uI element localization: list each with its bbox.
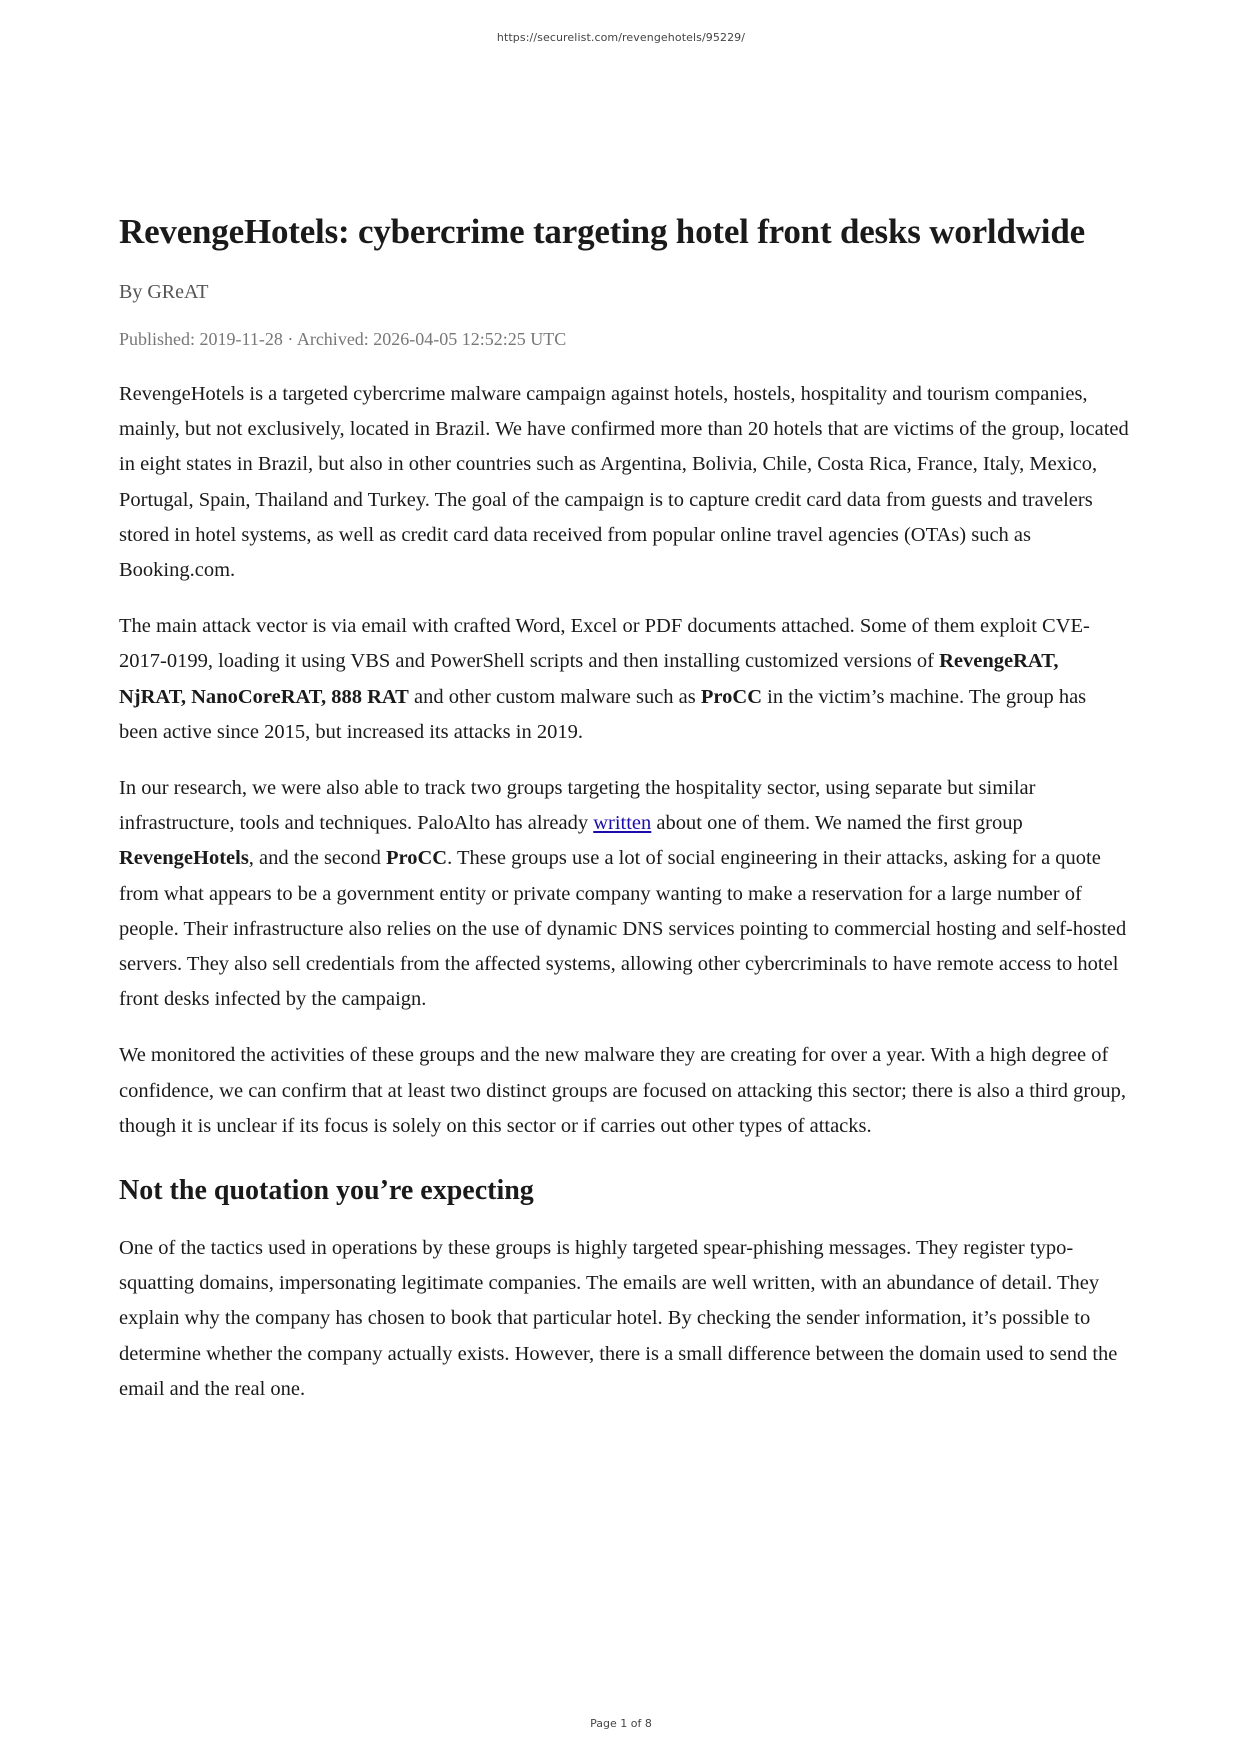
- paragraph-intro: RevengeHotels is a targeted cybercrime malware campaign against hotels, hostels, hospitality and tourism companies, mainly, but not exclusively, located in Brazil. We have confirmed more than 20 hotels that are victims of the group, located in eight states in Brazil, but also in other countries such as Argentina, Bolivia, Chile, Costa Rica, France, Italy, Mexico, Portugal, Spain, Thailand and Turkey. The goal of the campaign is to capture credit card data from guests and travelers stored in hotel systems, as well as credit card data received from popular online travel agencies (OTAs) such as Booking.com.: [119, 383, 1129, 582]
- bold-malware-list: RevengeRAT, NjRAT, NanoCoreRAT, 888 RAT: [119, 650, 1059, 708]
- text: about one of them. We named the first group: [651, 812, 1023, 835]
- text: in the victim’s machine. The group has been active since 2015, but increased its attacks in 2019.: [119, 685, 1087, 743]
- text: In our research, we were also able to track two groups targeting the hospitality sector, using separate but similar infrastructure, tools and techniques. PaloAlto has already: [119, 777, 1036, 835]
- bold-procc: ProCC: [386, 847, 448, 870]
- text: . These groups use a lot of social engineering in their attacks, asking for a quote from what appears to be a government entity or private company wanting to make a reservation for a large number of people. Their infrastructure also relies on the use of dynamic DNS services pointing to commercial hosting and self-hosted servers. They also sell credentials from the affected systems, allowing other cybercriminals to have remote access to hotel front desks infected by the campaign.: [119, 847, 1127, 1011]
- paragraph-tactics: One of the tactics used in operations by these groups is highly targeted spear-phishing messages. They register typo-squatting domains, impersonating legitimate companies. The emails are well written, with an abundance of detail. They explain why the company has chosen to book that particular hotel. By checking the sender information, it’s possible to determine whether the company actually exists. However, there is a small difference between the domain used to send the email and the real one.: [119, 1237, 1118, 1400]
- text: and other custom malware such as: [408, 685, 701, 708]
- written-link[interactable]: written: [593, 812, 652, 835]
- article: [119, 210, 1129, 1407]
- page-url: https://securelist.com/revengehotels/95229/: [496, 31, 746, 44]
- bold-revengehotels: RevengeHotels: [119, 847, 249, 870]
- byline: By GReAT: [119, 281, 209, 303]
- paragraph-monitoring: We monitored the activities of these groups and the new malware they are creating for over a year. With a high degree of confidence, we can confirm that at least two distinct groups are focused on attacking this sector; there is also a third group, though it is unclear if its focus is solely on this sector or if carries out other types of attacks.: [119, 1044, 1127, 1137]
- page-number: Page 1 of 8: [590, 1717, 652, 1730]
- section-heading: Not the quotation you’re expecting: [119, 1175, 534, 1207]
- text: , and the second: [248, 847, 386, 870]
- article-title: RevengeHotels: cybercrime targeting hotel front desks worldwide: [119, 212, 1085, 251]
- bold-procc: ProCC: [700, 685, 763, 708]
- paragraph-attack-vector: [119, 609, 1129, 750]
- publish-meta: Published: 2019-11-28 · Archived: 2026-04-05 12:52:25 UTC: [119, 329, 567, 349]
- paragraph-research: [119, 771, 1129, 1017]
- text: The main attack vector is via email with crafted Word, Excel or PDF documents attached. Some of them exploit CVE-2017-0199, loading it using VBS and PowerShell scripts and then installing customized versions of: [119, 615, 1090, 673]
